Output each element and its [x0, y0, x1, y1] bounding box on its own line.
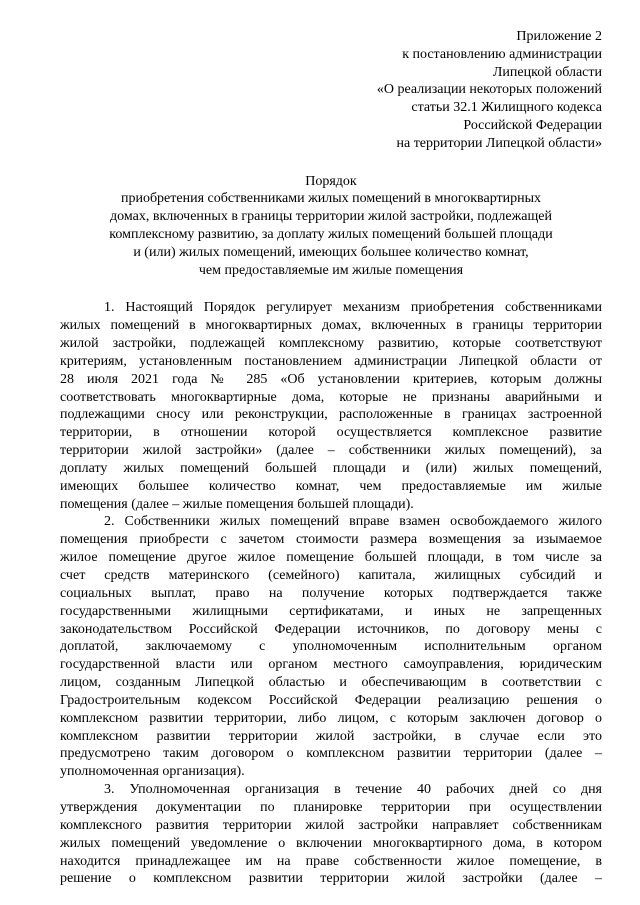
title-line: домах, включенных в границы территории жилой застройки, подлежащей	[110, 209, 552, 225]
title-line: комплексному развитию, за доплату жилых помещений большей площади	[109, 226, 553, 242]
paragraph-line: помещения (далее – жилые помещения большей площади).	[60, 496, 414, 512]
paragraph-line: находится принадлежащее им на праве собственности жилое помещение, в	[60, 853, 602, 869]
paragraph-line: комплексного развития территории жилой застройки направляет собственникам	[60, 817, 602, 833]
paragraph-line: 28 июля 2021 года № 285 «Об установлении критериев, которым должны	[60, 371, 602, 387]
paragraph-line: уполномоченная организация).	[60, 764, 245, 780]
appendix-line: к постановлению администрации	[402, 46, 602, 62]
paragraph-line: 1. Настоящий Порядок регулирует механизм приобретения собственниками	[104, 300, 602, 316]
paragraph-line: утверждения документации по планировке территории при осуществлении	[60, 799, 602, 815]
paragraph-line: 2. Собственники жилых помещений вправе взамен освобождаемого жилого	[104, 514, 602, 530]
appendix-line: «О реализации некоторых положений	[376, 82, 602, 98]
paragraph-1	[60, 299, 602, 513]
paragraph-line: территории жилой застройки» (далее – собственники жилых помещений), за	[60, 443, 602, 459]
paragraph-line: доплату жилых помещений большей площади и (или) жилых помещений,	[60, 460, 602, 476]
paragraph-line: критериям, установленным постановлением администрации Липецкой области от	[60, 353, 602, 369]
title-line: чем предоставляемые им жилые помещения	[198, 262, 464, 278]
paragraph-line: подлежащими сносу или реконструкции, расположенные в границах застроенной	[60, 407, 602, 423]
paragraph-line: доплатой, заключаемому с уполномоченным исполнительным органом	[60, 639, 602, 655]
appendix-line: Российской Федерации	[463, 117, 602, 133]
paragraph-3	[60, 781, 602, 888]
paragraph-line: 3. Уполномоченная организация в течение 40 рабочих дней со дня	[104, 782, 602, 798]
paragraph-line: жилых помещений в многоквартирных домах, включенных в границы территории	[60, 318, 602, 334]
title-line: приобретения собственниками жилых помещений в многоквартирных	[120, 191, 542, 207]
appendix-line: на территории Липецкой области»	[396, 135, 602, 151]
paragraph-line: соответствовать многоквартирные дома, которые не признаны аварийными и	[60, 389, 602, 405]
paragraph-line: государственной власти или органом местного самоуправления, юридическим	[60, 657, 602, 673]
paragraph-line: Градостроительным кодексом Российской Федерации реализацию решения о	[60, 692, 602, 708]
paragraph-line: законодательством Российской Федерации источников, по договору мены с	[60, 621, 602, 637]
paragraph-line: предусмотрено таким договором о комплексном развитии территории (далее –	[60, 746, 602, 762]
paragraph-line: лицом, созданным Липецкой областью и обеспечивающим в соответствии с	[60, 675, 602, 691]
paragraph-line: жилой застройки, подлежащей комплексному развитию, которые соответствуют	[60, 336, 602, 352]
paragraph-line: комплексном развитии территории жилой застройки, в случае если это	[60, 728, 602, 744]
appendix-line: статьи 32.1 Жилищного кодекса	[411, 100, 602, 116]
paragraph-2	[60, 513, 602, 781]
paragraph-line: комплексном развитии территории, либо лицом, с которым заключен договор о	[60, 710, 602, 726]
paragraph-line: жилых помещений уведомление о включении многоквартирного дома, в котором	[60, 835, 602, 851]
paragraph-line: социальных выплат, право на получение которых подтверждается также	[60, 585, 602, 601]
paragraph-line: жилое помещение другое жилое помещение большей площади, в том числе за	[60, 550, 602, 566]
paragraph-line: имеющих большее количество комнат, чем предоставляемые им жилые	[60, 478, 602, 494]
appendix-line: Липецкой области	[492, 64, 602, 80]
paragraph-line: территории, в отношении которой осуществляется комплексное развитие	[60, 425, 602, 441]
appendix-header	[336, 28, 602, 153]
paragraph-line: счет средств материнского (семейного) капитала, жилищных субсидий и	[60, 568, 602, 584]
title-line: и (или) жилых помещений, имеющих большее количество комнат,	[133, 244, 529, 260]
document-body	[60, 299, 602, 888]
document-title	[60, 173, 602, 280]
paragraph-line: государственными жилищными сертификатами, и иных не запрещенных	[60, 603, 602, 619]
paragraph-line: решение о комплексном развитии территории жилой застройки (далее –	[60, 871, 602, 887]
appendix-line: Приложение 2	[516, 29, 602, 44]
paragraph-line: помещения приобрести с зачетом стоимости размера возмещения за изымаемое	[60, 532, 602, 548]
title-line: Порядок	[305, 173, 357, 189]
